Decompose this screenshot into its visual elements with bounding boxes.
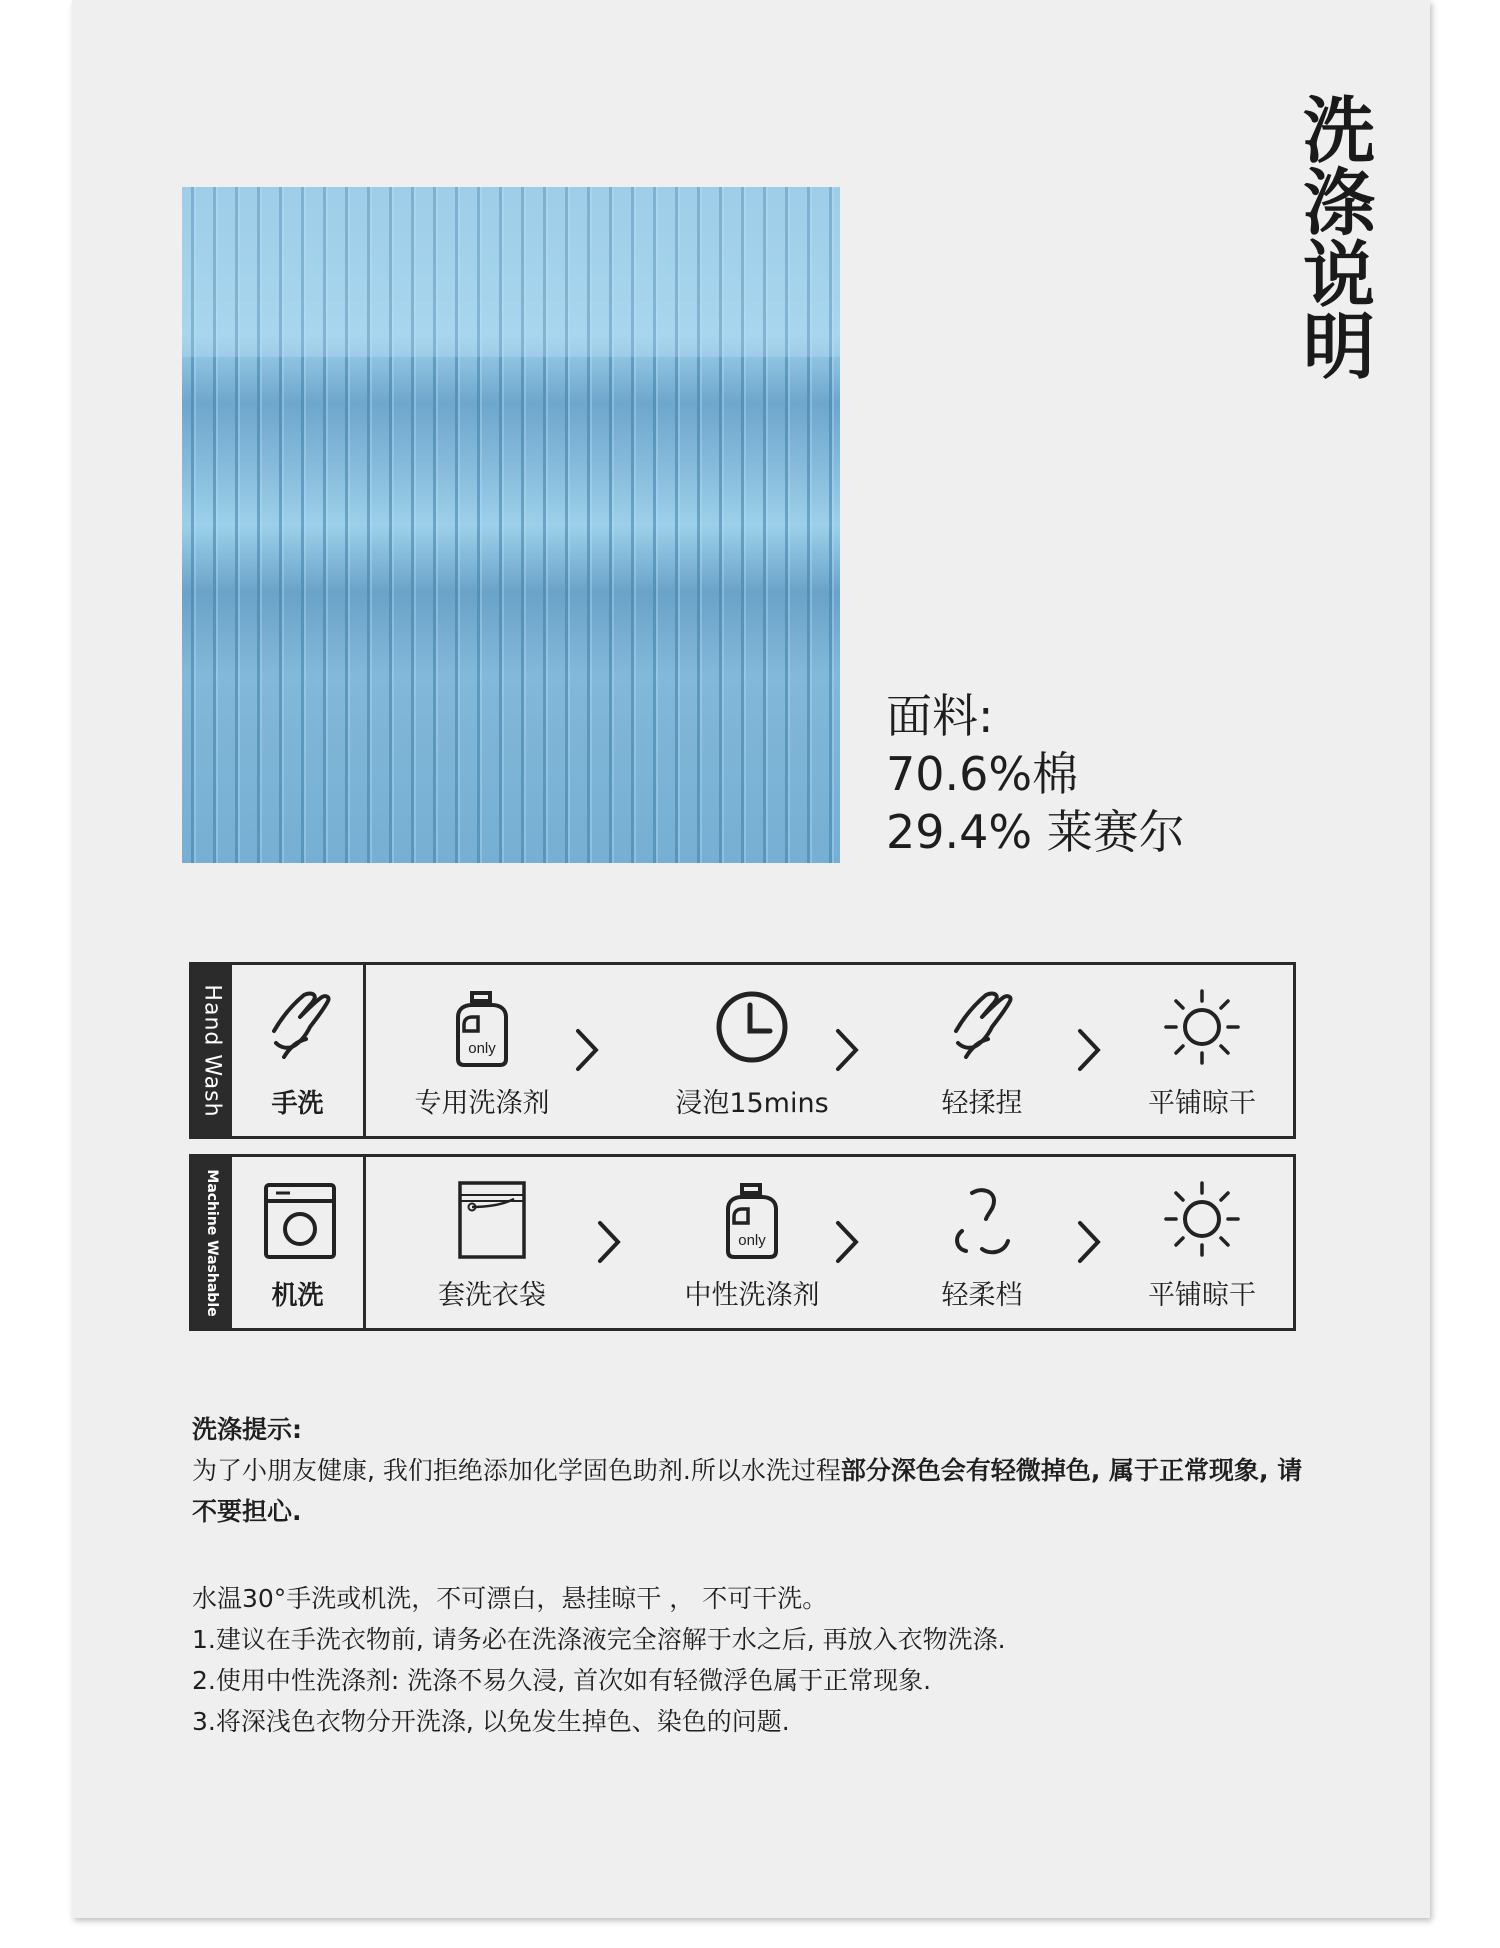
hand-wash-row [189,962,1296,1139]
hand-wash-label: 手洗 [271,1089,324,1119]
hand-step-detergent [392,965,572,1136]
note-line: 水温30°手洗或机洗，不可漂白，悬挂晾干 ， 不可干洗。 [192,1584,828,1613]
tips-body: 为了小朋友健康, 我们拒绝添加化学固色助剂.所以水洗过程部分深色会有轻微掉色, 属于正常现象, 请不要担心. [192,1456,1303,1526]
fabric-lyocell: 29.4% 莱赛尔 [886,805,1185,859]
laundry-bag-icon [452,1179,532,1259]
washing-tips [192,1409,1312,1532]
fabric-composition [886,687,1185,861]
machine-step-detergent-label: 中性洗涤剂 [684,1280,820,1311]
chevron-right-icon [832,1025,862,1075]
machine-step-gentle-label: 轻柔档 [941,1280,1023,1311]
detergent-only-icon [442,987,522,1067]
fabric-swatch-image [182,187,840,863]
note-line: 2.使用中性洗涤剂: 洗涤不易久浸, 首次如有轻微浮色属于正常现象. [192,1666,932,1695]
hand-step-detergent-label: 专用洗涤剂 [414,1088,550,1119]
fabric-label: 面料: [886,689,994,743]
hand-step-soak-label: 浸泡15mins [675,1088,829,1119]
tips-heading: 洗涤提示: [192,1415,302,1444]
machine-step-dry [1112,1157,1292,1328]
clock-icon [712,987,792,1067]
chevron-right-icon [594,1217,624,1267]
machine-step-gentle [892,1157,1072,1328]
note-line: 3.将深浅色衣物分开洗涤, 以免发生掉色、染色的问题. [192,1707,790,1736]
hand-wash-tag: Hand Wash [192,965,232,1136]
detergent-only-icon [712,1179,792,1259]
note-line: 1.建议在手洗衣物前, 请务必在洗涤液完全溶解于水之后, 再放入衣物洗涤. [192,1625,1006,1654]
gentle-cycle-icon [942,1179,1022,1259]
svg-text:only: only [468,1040,496,1057]
washing-notes [192,1578,1312,1742]
sun-icon [1162,987,1242,1067]
hand-step-knead-label: 轻揉捏 [941,1088,1023,1119]
chevron-right-icon [572,1025,602,1075]
hand-step-knead [892,965,1072,1136]
hand-wash-main [232,965,366,1136]
machine-step-bag-label: 套洗衣袋 [438,1280,546,1311]
machine-wash-main [232,1157,366,1328]
page-title: 洗 涤 说 明 [1302,89,1375,389]
machine-step-detergent [642,1157,862,1328]
sun-icon [1162,1179,1242,1259]
machine-wash-label: 机洗 [271,1281,324,1311]
machine-step-bag [402,1157,582,1328]
washing-machine-icon [260,1179,340,1259]
fabric-cotton: 70.6%棉 [886,747,1079,801]
machine-step-dry-label: 平铺晾干 [1148,1280,1256,1311]
chevron-right-icon [1074,1217,1104,1267]
svg-text:only: only [738,1232,766,1249]
chevron-right-icon [832,1217,862,1267]
machine-wash-tag: Machine Washable [192,1157,232,1328]
hand-step-dry [1112,965,1292,1136]
machine-wash-row [189,1154,1296,1331]
care-sheet [72,0,1430,1918]
hand-knead-icon [942,987,1022,1067]
chevron-right-icon [1074,1025,1104,1075]
hand-wash-icon [260,987,340,1067]
hand-step-dry-label: 平铺晾干 [1148,1088,1256,1119]
